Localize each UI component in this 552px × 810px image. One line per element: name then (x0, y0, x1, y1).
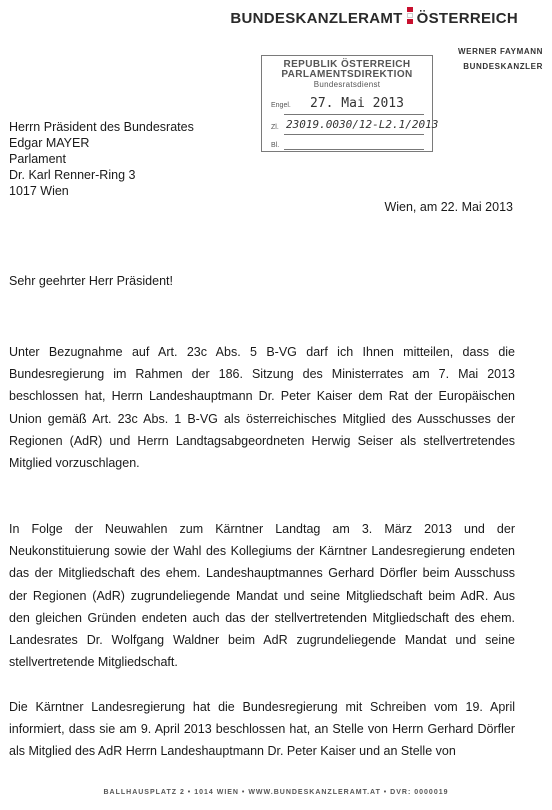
stamp-line-divider (284, 134, 424, 135)
stamp-engel-date: 27. Mai 2013 (310, 96, 404, 111)
stamp-bl-label: Bl. (271, 142, 280, 149)
stamp-line-1: REPUBLIK ÖSTERREICH (283, 59, 411, 70)
recipient-line: Herrn Präsident des Bundesrates (9, 120, 194, 134)
letter-date: Wien, am 22. Mai 2013 (384, 200, 513, 214)
stamp-line-divider (284, 114, 424, 115)
stamp-line-2: PARLAMENTSDIREKTION (281, 69, 413, 80)
stamp-line-divider (284, 149, 424, 150)
recipient-line: 1017 Wien (9, 184, 69, 198)
salutation: Sehr geehrter Herr Präsident! (9, 274, 173, 288)
recipient-line: Parlament (9, 152, 66, 166)
body-paragraph-3: Die Kärntner Landesregierung hat die Bundesregierung mit Schreiben vom 19. April informiert, dass sie am 9. April 2013 beschlossen hat, an Stelle von Herrn Gerhard Dörfler als Mitglied des AdR Herrn Landeshauptmann Dr. Peter Kaiser und an Stelle von (9, 700, 515, 759)
org-name-left: BUNDESKANZLERAMT (230, 10, 403, 27)
sender-name: WERNER FAYMANN (458, 47, 543, 56)
letterhead-org (230, 6, 518, 27)
letter-footer: BALLHAUSPLATZ 2 • 1014 WIEN • WWW.BUNDESKANZLERAMT.AT • DVR: 0000019 (103, 789, 449, 796)
recipient-line: Dr. Karl Renner-Ring 3 (9, 168, 136, 182)
stamp-engel-label: Engel. (271, 102, 291, 109)
stamp-line-3: Bundesratsdienst (313, 80, 381, 89)
stamp-zl-number: 23019.0030/12-L2.1/2013 (286, 118, 439, 131)
sender-block (458, 44, 543, 74)
body-paragraph-1: Unter Bezugnahme auf Art. 23c Abs. 5 B-VG darf ich Ihnen mitteilen, dass die Bundesregierung im Rahmen der 186. Sitzung des Ministerrates am 7. Mai 2013 beschlossen hat, Herrn Landeshauptmann Dr. Peter Kaiser dem Rat der Europäischen Union gemäß Art. 23c Abs. 1 B-VG als österreichisches Mitglied des Ausschusses der Regionen (AdR) und Herrn Landtagsabgeordneten Herwig Seiser als stellvertretendes Mitglied vorzuschlagen. (9, 345, 515, 471)
body-paragraph-2: In Folge der Neuwahlen zum Kärntner Landtag am 3. März 2013 und der Neukonstituierung sowie der Wahl des Kollegiums der Kärntner Landesregierung endeten das der Mitgliedschaft des ehem. Landeshauptmannes Gerhard Dörfler beim Ausschuss der Regionen (AdR) zugrundeliegende Mandat und seine Mitgliedschaft beim AdR. Aus den gleichen Gründen endeten auch das der stellvertretenden Mitgliedschaft des ehem. Landesrates Dr. Wolfgang Waldner beim AdR zugrundeliegende Mandat und seine stellvertretende Mitgliedschaft. (9, 522, 515, 670)
stamp-zl-label: Zl. (271, 124, 279, 131)
receipt-stamp (261, 55, 439, 152)
org-name-right: ÖSTERREICH (416, 10, 518, 27)
recipient-line: Edgar MAYER (9, 136, 90, 150)
austrian-flag-icon (407, 6, 413, 25)
sender-title: BUNDESKANZLER (463, 62, 543, 71)
recipient-address (9, 119, 194, 199)
